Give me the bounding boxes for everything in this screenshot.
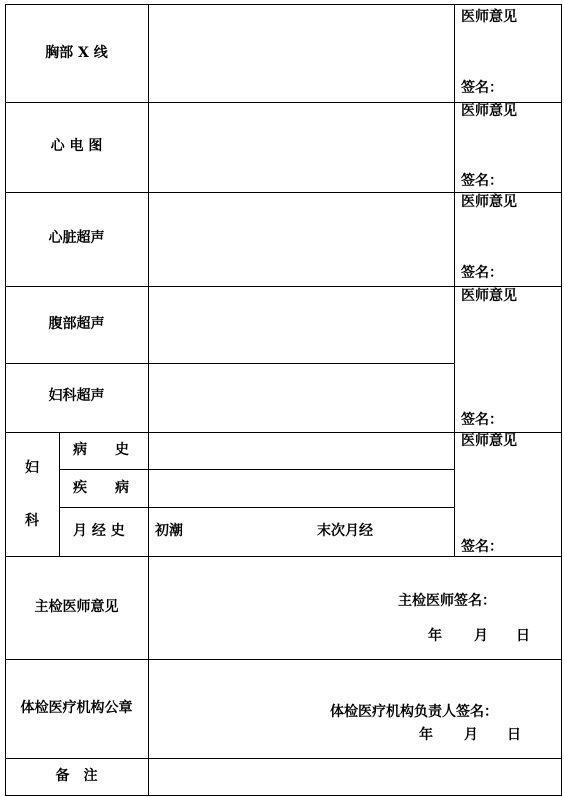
label-disease: 疾 病 xyxy=(73,480,129,496)
label-remarks: 备 注 xyxy=(55,768,98,784)
signature-label: 签名： xyxy=(461,539,503,555)
label-last-menstrual: 末次月经 xyxy=(317,523,373,539)
doctor-opinion-label: 医师意见 xyxy=(461,9,517,25)
institution-day: 日 xyxy=(507,727,521,743)
chief-year: 年 xyxy=(428,628,442,644)
signature-label: 签名： xyxy=(461,412,503,428)
signature-label: 签名： xyxy=(461,173,503,189)
chief-day: 日 xyxy=(516,628,530,644)
doctor-opinion-label: 医师意见 xyxy=(461,103,517,119)
label-gyn-ultrasound: 妇科超声 xyxy=(48,388,105,404)
label-medical-history: 病 史 xyxy=(73,442,129,458)
institution-month: 月 xyxy=(464,727,478,743)
doctor-opinion-label: 医师意见 xyxy=(461,433,517,449)
signature-label: 签名： xyxy=(461,80,503,96)
doctor-opinion-label: 医师意见 xyxy=(461,288,517,304)
chief-signature-label: 主检医师签名： xyxy=(398,593,496,609)
label-chief-opinion: 主检医师意见 xyxy=(34,599,119,615)
label-gynecology-2: 科 xyxy=(25,513,39,529)
label-institution-seal: 体检医疗机构公章 xyxy=(20,700,133,716)
label-gynecology-1: 妇 xyxy=(25,460,39,476)
label-menarche: 初潮 xyxy=(155,523,183,539)
label-chest-xray: 胸部 X 线 xyxy=(45,45,108,61)
doctor-opinion-label: 医师意见 xyxy=(461,194,517,210)
label-menstrual-history: 月 经 史 xyxy=(73,523,125,539)
institution-year: 年 xyxy=(419,727,433,743)
label-abdominal-ultrasound: 腹部超声 xyxy=(48,316,105,332)
label-ecg: 心 电 图 xyxy=(50,138,103,154)
chief-month: 月 xyxy=(474,628,488,644)
institution-signature-label: 体检医疗机构负责人签名： xyxy=(330,704,498,720)
label-cardiac-ultrasound: 心脏超声 xyxy=(48,230,105,246)
signature-label: 签名： xyxy=(461,265,503,281)
